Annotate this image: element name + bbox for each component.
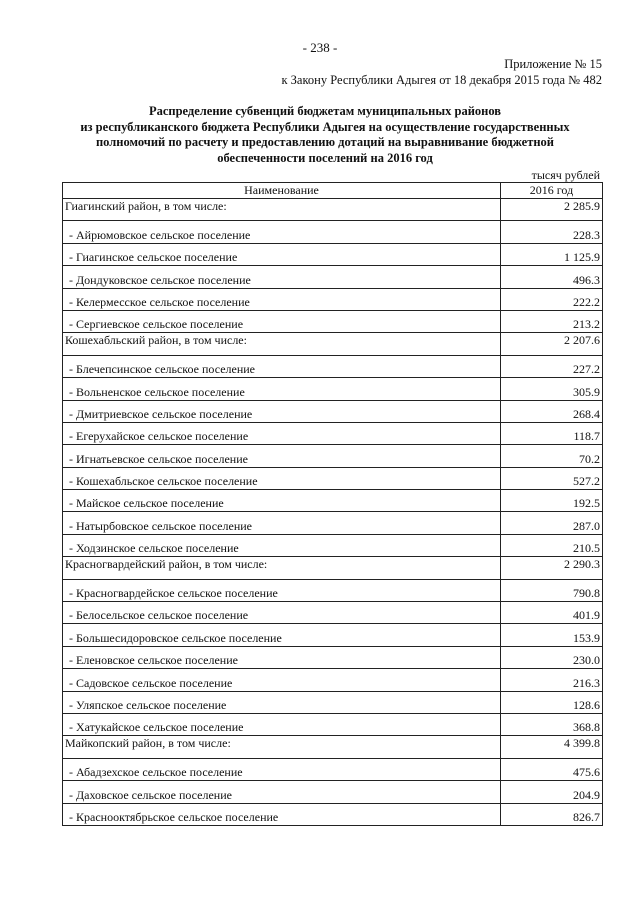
row-name: - Дондуковское сельское поселение bbox=[63, 266, 501, 288]
row-name: - Майское сельское поселение bbox=[63, 490, 501, 512]
title-line: из республиканского бюджета Республики Адыгея на осуществление государственных bbox=[80, 119, 570, 134]
row-value: 2 207.6 bbox=[501, 333, 603, 355]
row-value: 496.3 bbox=[501, 266, 603, 288]
document-title bbox=[55, 104, 595, 166]
row-name: - Дмитриевское сельское поселение bbox=[63, 400, 501, 422]
settlement-row bbox=[63, 266, 603, 288]
row-name: - Гиагинское сельское поселение bbox=[63, 243, 501, 265]
row-name: - Белосельское сельское поселение bbox=[63, 602, 501, 624]
row-name: - Игнатьевское сельское поселение bbox=[63, 445, 501, 467]
settlement-row bbox=[63, 490, 603, 512]
settlement-row bbox=[63, 781, 603, 803]
row-name: - Уляпское сельское поселение bbox=[63, 691, 501, 713]
row-value: 128.6 bbox=[501, 691, 603, 713]
settlement-row bbox=[63, 534, 603, 556]
row-value: 210.5 bbox=[501, 534, 603, 556]
row-value: 213.2 bbox=[501, 310, 603, 332]
row-value: 826.7 bbox=[501, 803, 603, 825]
row-name: - Большесидоровское сельское поселение bbox=[63, 624, 501, 646]
row-value: 222.2 bbox=[501, 288, 603, 310]
settlement-row bbox=[63, 624, 603, 646]
settlement-row bbox=[63, 646, 603, 668]
settlement-row bbox=[63, 691, 603, 713]
row-name: - Еленовское сельское поселение bbox=[63, 646, 501, 668]
district-row bbox=[63, 199, 603, 221]
settlement-row bbox=[63, 310, 603, 332]
column-header-year: 2016 год bbox=[501, 183, 603, 199]
row-value: 227.2 bbox=[501, 355, 603, 377]
row-value: 228.3 bbox=[501, 221, 603, 243]
row-value: 230.0 bbox=[501, 646, 603, 668]
title-line: полномочий по расчету и предоставлению дотаций на выравнивание бюджетной bbox=[95, 135, 554, 149]
row-value: 216.3 bbox=[501, 669, 603, 691]
row-name: - Кошехабльское сельское поселение bbox=[63, 467, 501, 489]
row-name: - Натырбовское сельское поселение bbox=[63, 512, 501, 534]
settlement-row bbox=[63, 467, 603, 489]
table-body bbox=[63, 199, 603, 826]
settlement-row bbox=[63, 602, 603, 624]
row-value: 70.2 bbox=[501, 445, 603, 467]
row-value: 118.7 bbox=[501, 422, 603, 444]
settlement-row bbox=[63, 579, 603, 601]
settlement-row bbox=[63, 422, 603, 444]
district-row bbox=[63, 557, 603, 579]
settlement-row bbox=[63, 221, 603, 243]
settlement-row bbox=[63, 445, 603, 467]
row-name: Майкопский район, в том числе: bbox=[63, 736, 501, 758]
district-row bbox=[63, 736, 603, 758]
settlement-row bbox=[63, 378, 603, 400]
row-name: Кошехабльский район, в том числе: bbox=[63, 333, 501, 355]
appendix-number: Приложение № 15 bbox=[504, 57, 602, 71]
row-value: 790.8 bbox=[501, 579, 603, 601]
row-name: - Егерухайское сельское поселение bbox=[63, 422, 501, 444]
row-value: 475.6 bbox=[501, 758, 603, 780]
title-line: Распределение субвенций бюджетам муниципальных районов bbox=[148, 104, 502, 118]
row-value: 4 399.8 bbox=[501, 736, 603, 758]
settlement-row bbox=[63, 713, 603, 735]
settlement-row bbox=[63, 355, 603, 377]
row-value: 153.9 bbox=[501, 624, 603, 646]
row-value: 287.0 bbox=[501, 512, 603, 534]
row-name: - Вольненское сельское поселение bbox=[63, 378, 501, 400]
row-value: 192.5 bbox=[501, 490, 603, 512]
row-value: 368.8 bbox=[501, 713, 603, 735]
settlement-row bbox=[63, 243, 603, 265]
settlement-row bbox=[63, 803, 603, 825]
row-name: - Айрюмовское сельское поселение bbox=[63, 221, 501, 243]
row-name: - Краснооктябрьское сельское поселение bbox=[63, 803, 501, 825]
page-number: - 238 - bbox=[302, 40, 338, 55]
row-value: 401.9 bbox=[501, 602, 603, 624]
row-name: - Даховское сельское поселение bbox=[63, 781, 501, 803]
row-value: 305.9 bbox=[501, 378, 603, 400]
settlement-row bbox=[63, 758, 603, 780]
row-name: - Блечепсинское сельское поселение bbox=[63, 355, 501, 377]
row-name: - Садовское сельское поселение bbox=[63, 669, 501, 691]
row-name: - Хатукайское сельское поселение bbox=[63, 713, 501, 735]
units-label: тысяч рублей bbox=[531, 168, 600, 182]
row-value: 204.9 bbox=[501, 781, 603, 803]
row-name: - Ходзинское сельское поселение bbox=[63, 534, 501, 556]
settlement-row bbox=[63, 512, 603, 534]
settlement-row bbox=[63, 288, 603, 310]
row-name: - Сергиевское сельское поселение bbox=[63, 310, 501, 332]
row-name: - Келермесское сельское поселение bbox=[63, 288, 501, 310]
column-header-name: Наименование bbox=[63, 183, 501, 199]
settlement-row bbox=[63, 400, 603, 422]
row-name: - Абадзехское сельское поселение bbox=[63, 758, 501, 780]
row-value: 2 285.9 bbox=[501, 199, 603, 221]
subvention-table bbox=[62, 182, 603, 826]
table-header-row bbox=[63, 183, 603, 199]
row-value: 1 125.9 bbox=[501, 243, 603, 265]
settlement-row bbox=[63, 669, 603, 691]
district-row bbox=[63, 333, 603, 355]
appendix-law-reference: к Закону Республики Адыгея от 18 декабря 2015 года № 482 bbox=[281, 73, 602, 87]
row-name: - Красногвардейское сельское поселение bbox=[63, 579, 501, 601]
title-line: обеспеченности поселений на 2016 год bbox=[217, 150, 433, 165]
row-value: 268.4 bbox=[501, 400, 603, 422]
row-name: Гиагинский район, в том числе: bbox=[63, 199, 501, 221]
row-value: 2 290.3 bbox=[501, 557, 603, 579]
row-value: 527.2 bbox=[501, 467, 603, 489]
row-name: Красногвардейский район, в том числе: bbox=[63, 557, 501, 579]
